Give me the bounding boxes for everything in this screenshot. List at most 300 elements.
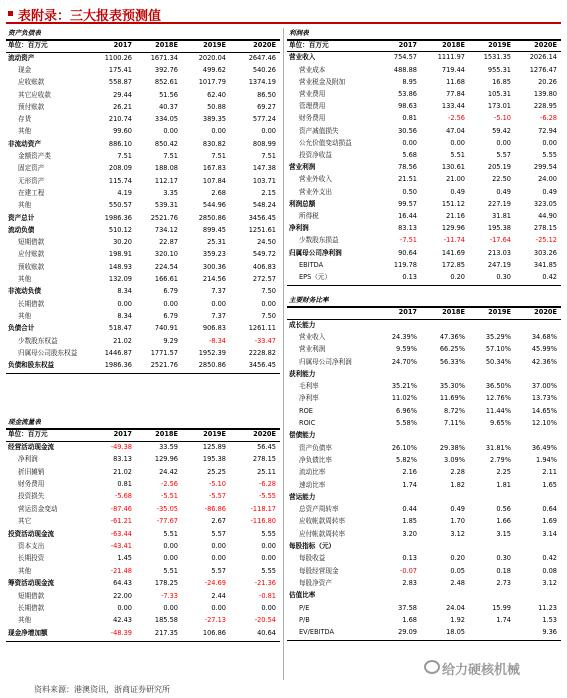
cell-value: 53.86 — [398, 90, 417, 98]
cell-value: -49.38 — [110, 442, 132, 451]
table-row — [287, 430, 561, 441]
cell-value: 7.50 — [261, 287, 276, 296]
row-label: 营业收入 — [289, 53, 316, 62]
table-row — [287, 627, 561, 638]
cell-value: -116.80 — [250, 517, 276, 526]
cell-value: 0.00 — [261, 127, 276, 136]
cell-value: 1374.19 — [248, 78, 276, 87]
cell-value: 499.62 — [202, 65, 226, 74]
cell-value: 29.44 — [113, 90, 132, 99]
cell-value: 406.83 — [252, 262, 276, 271]
cell-value: 719.44 — [441, 65, 465, 74]
cell-value: 24.50 — [257, 238, 276, 247]
table-row — [287, 162, 561, 173]
wechat-icon — [424, 660, 440, 674]
cell-value: 105.31 — [487, 90, 511, 98]
cell-value: 389.35 — [202, 115, 226, 124]
cell-value: 0.00 — [450, 138, 465, 147]
row-label: 其他 — [18, 201, 32, 210]
page-title: 表附录：三大报表预测值 — [18, 9, 162, 24]
table-row — [6, 504, 280, 515]
cell-value: 5.57 — [496, 151, 511, 159]
table-row — [287, 248, 561, 259]
cell-value: 57.10% — [485, 345, 511, 354]
cell-value: -7.33 — [160, 591, 178, 600]
cell-value: 8.95 — [402, 77, 417, 86]
cell-value: -20.54 — [254, 616, 276, 625]
cell-value: 0.05 — [450, 566, 465, 575]
table-title-row — [287, 28, 561, 39]
year-header: 2020E — [534, 308, 557, 317]
cell-value: 16.44 — [398, 212, 417, 220]
row-label: 负债合计 — [8, 324, 35, 333]
cell-value: 5.51 — [163, 566, 178, 575]
cell-value: 106.86 — [202, 628, 226, 637]
cell-value: 129.96 — [154, 455, 178, 464]
cell-value: 1671.34 — [150, 53, 178, 62]
cell-value: 5.57 — [211, 566, 226, 575]
cell-value: 188.08 — [154, 164, 178, 173]
table-bottom-rule — [6, 373, 280, 374]
cell-value: 3456.45 — [248, 361, 276, 370]
cell-value: 29.09 — [398, 628, 417, 637]
cell-value: 0.00 — [261, 554, 276, 563]
cell-value: 0.13 — [402, 273, 417, 281]
cell-value: 247.19 — [487, 260, 511, 269]
cell-value: -77.67 — [156, 517, 178, 526]
table-row — [287, 272, 561, 283]
cell-value: 740.91 — [154, 324, 178, 333]
cell-value: 2.44 — [211, 591, 226, 600]
cell-value: 25.11 — [257, 467, 276, 476]
table-row — [287, 455, 561, 466]
cell-value: 2647.46 — [248, 53, 276, 62]
table-row — [287, 65, 561, 76]
cell-value: 0.08 — [542, 566, 557, 575]
cell-value: 0.20 — [450, 554, 465, 563]
cell-value: 21.51 — [398, 175, 417, 184]
year-header: 2020E — [534, 41, 557, 50]
cell-value: 7.51 — [163, 152, 178, 160]
row-label: 长期借款 — [18, 299, 45, 308]
cell-value: -33.47 — [254, 336, 276, 345]
cell-value: -87.46 — [110, 504, 132, 513]
cell-value: 2.11 — [542, 468, 557, 477]
cell-value: 3.09% — [444, 455, 465, 464]
row-label: P/B — [299, 615, 310, 624]
cell-value: 25.25 — [207, 467, 226, 476]
cell-value: 5.57 — [211, 529, 226, 538]
cell-value: 0.00 — [261, 299, 276, 308]
cell-value: 3.35 — [163, 188, 178, 197]
year-header: 2020E — [253, 41, 276, 50]
cell-value: 1251.61 — [248, 225, 276, 234]
row-label: 无形资产 — [18, 176, 45, 185]
year-header: 2018E — [442, 41, 465, 50]
cell-value: 173.01 — [487, 102, 511, 111]
table-row — [287, 357, 561, 368]
row-label: 少数股东权益 — [18, 336, 58, 345]
table-row — [287, 77, 561, 88]
cell-value: 8.34 — [117, 311, 132, 320]
row-label: 净利润 — [18, 455, 38, 464]
cell-value: 8.34 — [117, 287, 132, 296]
row-label: 营业外收入 — [299, 175, 332, 184]
cell-value: 5.55 — [261, 529, 276, 538]
table-row — [287, 443, 561, 454]
cell-value: -5.10 — [208, 480, 226, 488]
cell-value: 30.56 — [398, 126, 417, 135]
cell-value: 148.93 — [108, 262, 132, 271]
cell-value: 7.37 — [211, 311, 226, 320]
table-title: 主要财务比率 — [289, 296, 329, 304]
row-label: 获利能力 — [289, 369, 316, 378]
row-label: 估值比率 — [289, 591, 316, 600]
table-title: 资产负债表 — [8, 29, 41, 37]
cell-value: 130.61 — [441, 163, 465, 172]
cell-value: 6.79 — [163, 287, 178, 296]
table-row — [287, 223, 561, 234]
table-row — [287, 516, 561, 527]
row-label: 应收账款 — [18, 78, 45, 87]
cell-value: 2.67 — [211, 517, 226, 526]
cell-value: -0.07 — [399, 566, 417, 575]
cell-value: 0.00 — [163, 127, 178, 136]
table-row — [6, 529, 280, 540]
row-label: 短期借款 — [18, 591, 45, 600]
row-label: 应收帐款周转率 — [299, 517, 346, 526]
cell-value: 7.51 — [211, 152, 226, 160]
table-row — [287, 381, 561, 392]
cell-value: 24.70% — [391, 357, 417, 366]
row-label: 每股经营现金 — [299, 566, 339, 575]
cell-value: -27.13 — [204, 616, 226, 625]
cell-value: 9.65% — [490, 419, 511, 427]
cell-value: 0.00 — [211, 604, 226, 612]
year-header: 2017 — [113, 41, 132, 50]
year-header: 2017 — [398, 308, 417, 317]
cell-value: 8.72% — [444, 406, 465, 415]
cell-value: 754.57 — [393, 53, 417, 62]
cell-value: 35.21% — [391, 382, 417, 391]
year-header: 2019E — [488, 308, 511, 317]
cell-value: 26.10% — [391, 443, 417, 452]
cell-value: 886.10 — [108, 139, 132, 148]
cell-value: 1.82 — [450, 480, 465, 489]
cell-value: 1.74 — [402, 480, 417, 489]
cell-value: 303.26 — [533, 248, 557, 257]
row-label: 其他 — [18, 275, 32, 283]
cell-value: 899.45 — [202, 225, 226, 234]
table-title-row — [6, 28, 280, 39]
cell-value: 550.57 — [108, 201, 132, 210]
cell-value: 166.61 — [154, 275, 178, 283]
cell-value: 2.83 — [402, 578, 417, 587]
cell-value: 0.00 — [261, 604, 276, 612]
source-footnote: 资料来源：港澳资讯，浙商证券研究所 — [34, 685, 170, 694]
cell-value: 141.69 — [441, 248, 465, 257]
cell-value: 64.43 — [113, 579, 132, 588]
row-label: 非流动负债 — [8, 287, 41, 296]
cell-value: 549.72 — [252, 250, 276, 259]
cell-value: 25.31 — [207, 238, 226, 247]
cell-value: 539.31 — [154, 201, 178, 210]
cell-value: 5.55 — [542, 151, 557, 159]
cell-value: 36.49% — [531, 443, 557, 452]
cell-value: -2.56 — [160, 480, 178, 488]
cell-value: 0.42 — [542, 554, 557, 563]
row-label: 偿债能力 — [289, 431, 316, 440]
cell-value: 852.61 — [154, 78, 178, 87]
row-label: 营业利润 — [299, 345, 326, 354]
cell-value: -6.28 — [539, 114, 557, 123]
cell-value: 151.12 — [441, 199, 465, 208]
cell-value: 0.00 — [117, 299, 132, 308]
cell-value: 0.56 — [496, 505, 511, 514]
row-label: 现金 — [18, 65, 32, 74]
cell-value: -8.34 — [208, 336, 226, 345]
row-label: 归属母公司净利润 — [289, 248, 342, 257]
cell-value: 40.37 — [159, 102, 178, 111]
row-label: 归属母公司净利润 — [299, 357, 352, 366]
table-row — [6, 188, 280, 199]
cell-value: 16.85 — [492, 77, 511, 86]
cell-value: 0.49 — [450, 505, 465, 514]
cell-value: -21.36 — [254, 579, 276, 588]
table-row — [6, 553, 280, 564]
cell-value: 0.00 — [211, 127, 226, 136]
cell-value: 488.88 — [393, 65, 417, 74]
row-label: 负债和股东权益 — [8, 361, 55, 370]
table-row — [6, 139, 280, 150]
table-row — [287, 406, 561, 417]
row-label: 成长能力 — [289, 320, 316, 329]
cell-value: 808.99 — [252, 139, 276, 148]
row-label: 财务费用 — [18, 480, 45, 488]
table-row — [287, 615, 561, 626]
cell-value: 1.92 — [450, 615, 465, 624]
row-label: 公允价值变动损益 — [299, 138, 352, 147]
cell-value: 172.85 — [441, 260, 465, 269]
row-label: 其他 — [18, 311, 32, 320]
table-row — [6, 286, 280, 297]
cell-value: 42.43 — [113, 616, 132, 625]
cell-value: 31.81 — [492, 212, 511, 220]
cell-value: -35.05 — [156, 504, 178, 513]
row-label: 所得税 — [299, 212, 319, 220]
cell-value: 0.18 — [496, 566, 511, 575]
cell-value: -11.74 — [443, 236, 465, 245]
cell-value: 47.04 — [446, 126, 465, 135]
table-row — [6, 126, 280, 137]
row-label: 非流动资产 — [8, 139, 41, 148]
table-row — [6, 176, 280, 187]
cell-value: 11.44% — [485, 406, 511, 415]
cell-value: 1.65 — [542, 480, 557, 489]
table-row — [6, 225, 280, 236]
cell-value: 278.15 — [252, 455, 276, 464]
cell-value: 510.12 — [108, 225, 132, 234]
table-row — [287, 211, 561, 222]
cell-value: 0.50 — [402, 187, 417, 196]
cell-value: -118.17 — [250, 504, 276, 513]
cell-value: 278.15 — [533, 224, 557, 233]
cell-value: 35.30% — [439, 382, 465, 391]
cell-value: 86.50 — [257, 90, 276, 99]
row-label: 筹资活动现金流 — [8, 579, 55, 588]
cell-value: 224.54 — [154, 262, 178, 271]
cell-value: 2521.76 — [150, 361, 178, 370]
cell-value: 107.84 — [202, 176, 226, 185]
row-label: 折旧摊销 — [18, 467, 45, 476]
cell-value: 83.13 — [113, 455, 132, 464]
cell-value: 1986.36 — [104, 361, 132, 370]
table-row — [287, 187, 561, 198]
cell-value: 0.00 — [163, 554, 178, 563]
table-row — [6, 454, 280, 465]
year-header: 2018E — [155, 41, 178, 50]
table-row — [6, 151, 280, 162]
row-label: 预收账款 — [18, 262, 45, 271]
row-label: 营运资金变动 — [18, 504, 58, 513]
cell-value: 24.39% — [391, 332, 417, 341]
cell-value: 1446.87 — [104, 348, 132, 357]
cell-value: 9.36 — [542, 628, 557, 637]
cell-value: 2.25 — [496, 468, 511, 477]
cell-value: 2020.04 — [198, 53, 226, 62]
row-label: 营业收入 — [299, 332, 326, 341]
cell-value: 12.10% — [531, 419, 557, 427]
cell-value: 99.60 — [113, 127, 132, 136]
table-row — [6, 578, 280, 589]
cell-value: -2.56 — [447, 114, 465, 123]
row-label: 存货 — [18, 115, 32, 124]
table-title: 利润表 — [289, 29, 309, 37]
cell-value: 78.56 — [398, 163, 417, 172]
row-label: 固定资产 — [18, 164, 45, 173]
cell-value: 5.51 — [450, 151, 465, 159]
year-header: 2018E — [442, 308, 465, 317]
cell-value: 1986.36 — [104, 213, 132, 222]
cell-value: 22.00 — [113, 591, 132, 600]
header-row — [287, 40, 561, 51]
cell-value: 1.66 — [496, 517, 511, 526]
cell-value: 103.71 — [252, 176, 276, 185]
table-title-row — [6, 417, 280, 428]
header-row — [6, 429, 280, 440]
table-row — [6, 65, 280, 76]
cell-value: 1.70 — [450, 517, 465, 526]
cell-value: 22.87 — [159, 238, 178, 247]
cell-value: 11.69% — [439, 394, 465, 403]
cell-value: 36.50% — [485, 382, 511, 391]
cell-value: 22.50 — [492, 175, 511, 184]
cell-value: 24.04 — [446, 603, 465, 612]
row-label: 净利率 — [299, 394, 319, 403]
row-label: 经营活动现金流 — [8, 442, 55, 451]
year-header: 2017 — [113, 430, 132, 439]
cell-value: 7.37 — [211, 287, 226, 296]
cell-value: 37.58 — [398, 603, 417, 612]
cell-value: 1771.57 — [150, 348, 178, 357]
cell-value: 334.05 — [154, 115, 178, 124]
cell-value: 139.80 — [533, 90, 557, 98]
cell-value: -6.28 — [258, 480, 276, 488]
row-label: 其他 — [18, 616, 32, 625]
cell-value: 0.30 — [496, 273, 511, 281]
table-row — [287, 578, 561, 589]
cell-value: 13.73% — [531, 394, 557, 403]
cell-value: 228.95 — [533, 102, 557, 111]
cell-value: 90.64 — [398, 248, 417, 257]
cell-value: 2.15 — [261, 188, 276, 197]
cell-value: 37.00% — [531, 382, 557, 391]
cell-value: 11.02% — [391, 394, 417, 403]
header-row — [287, 307, 561, 318]
cell-value: 112.17 — [154, 176, 178, 185]
table-row — [287, 320, 561, 331]
table-row — [6, 336, 280, 347]
cell-value: -21.48 — [110, 566, 132, 575]
row-label: 每股收益 — [299, 554, 326, 563]
cell-value: 3.14 — [542, 529, 557, 538]
cell-value: 132.09 — [108, 275, 132, 283]
table-row — [6, 566, 280, 577]
cell-value: 72.94 — [538, 126, 557, 135]
cell-value: 2026.14 — [529, 53, 557, 62]
cell-value: 3.15 — [496, 529, 511, 538]
cell-value: 210.74 — [108, 115, 132, 124]
row-label: 管理费用 — [299, 102, 326, 111]
cell-value: 0.20 — [450, 273, 465, 281]
row-label: 营业税金及附加 — [299, 77, 346, 86]
cell-value: 21.00 — [446, 175, 465, 184]
cell-value: 1017.79 — [198, 78, 226, 87]
cell-value: 0.00 — [261, 542, 276, 550]
cell-value: 1952.39 — [198, 348, 226, 357]
table-row — [6, 90, 280, 101]
cell-value: 40.64 — [257, 628, 276, 637]
cell-value: 2228.82 — [248, 348, 276, 357]
cell-value: 544.96 — [202, 201, 226, 210]
cell-value: 2.28 — [450, 468, 465, 477]
cell-value: 33.59 — [159, 442, 178, 451]
cell-value: 0.00 — [542, 138, 557, 147]
cell-value: 44.90 — [538, 212, 557, 220]
table-row — [6, 615, 280, 626]
cell-value: -24.69 — [204, 579, 226, 588]
table-row — [6, 102, 280, 113]
cell-value: 167.83 — [202, 164, 226, 173]
table-row — [6, 274, 280, 285]
cell-value: 7.50 — [261, 311, 276, 320]
row-label: EPS（元） — [299, 273, 332, 281]
cell-value: 51.56 — [159, 90, 178, 99]
cell-value: 98.63 — [398, 102, 417, 111]
cell-value: 12.76% — [485, 394, 511, 403]
cell-value: 214.56 — [202, 275, 226, 283]
year-header: 2017 — [398, 41, 417, 50]
row-label: 其它 — [18, 517, 32, 526]
table-row — [287, 393, 561, 404]
row-label: 长期借款 — [18, 604, 45, 612]
table-row — [6, 262, 280, 273]
cell-value: 1.85 — [402, 517, 417, 526]
table-row — [287, 126, 561, 137]
cell-value: 1261.11 — [248, 324, 276, 333]
cell-value: 1.74 — [496, 615, 511, 624]
table-row — [287, 199, 561, 210]
